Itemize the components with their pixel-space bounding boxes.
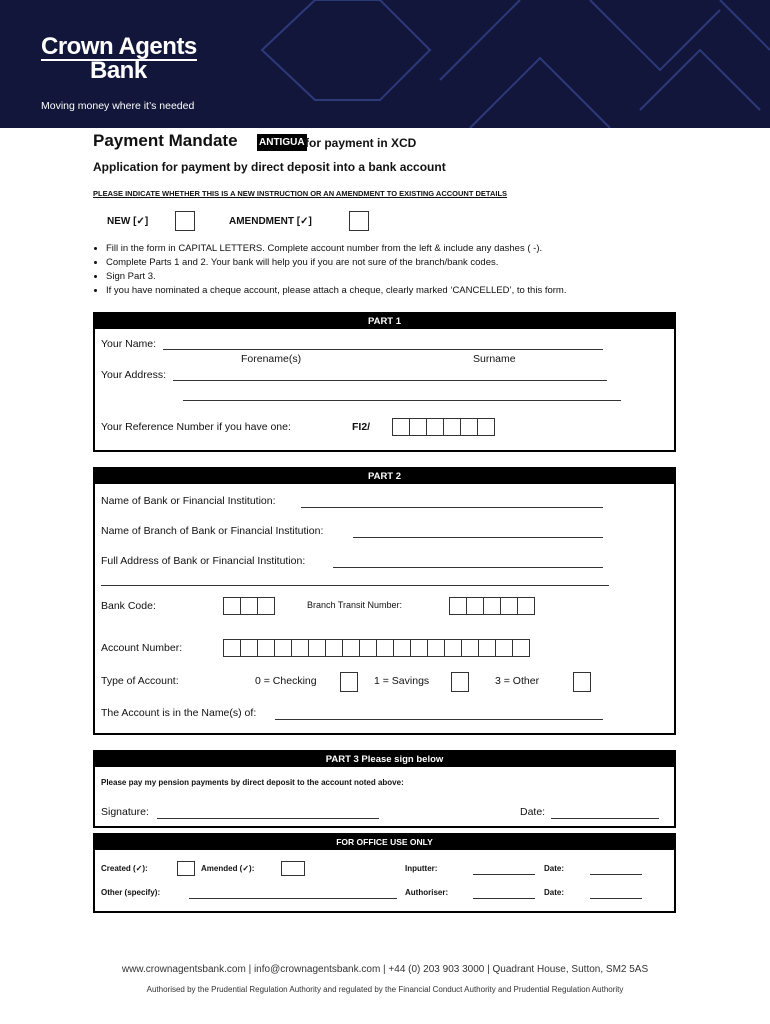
form-title: Payment Mandate <box>93 131 238 150</box>
bank-address-field-line2[interactable] <box>101 585 609 586</box>
indicate-instruction: PLEASE INDICATE WHETHER THIS IS A NEW INSTRUCTION OR AN AMENDMENT TO EXISTING ACCOUNT DETAILS <box>93 189 508 198</box>
bank-name-label: Name of Bank or Financial Institution: <box>101 495 276 507</box>
reference-number-input[interactable] <box>392 418 495 436</box>
other-specify-field[interactable] <box>189 898 397 899</box>
amended-checkbox[interactable] <box>281 861 305 876</box>
account-name-field[interactable] <box>275 719 603 720</box>
office-use-heading: FOR OFFICE USE ONLY <box>95 835 674 850</box>
name-label: Your Name: <box>101 338 157 350</box>
bank-address-field-line1[interactable] <box>333 567 603 568</box>
checking-checkbox[interactable] <box>340 672 358 692</box>
footer-contact: www.crownagentsbank.com | info@crownagentsbank.com | +44 (0) 203 903 3000 | Quadrant House, Sutton, SM2 5AS <box>121 964 649 975</box>
office-use-panel <box>93 833 676 913</box>
address-label: Your Address: <box>101 369 166 381</box>
date-field[interactable] <box>551 818 659 819</box>
instruction-item: • Sign Part 3. <box>106 270 566 284</box>
bank-code-label: Bank Code: <box>101 600 156 612</box>
created-label: Created (✓): <box>101 864 148 873</box>
new-label: NEW [✓] <box>107 216 149 227</box>
account-type-label: Type of Account: <box>101 675 179 687</box>
name-field[interactable] <box>163 349 603 350</box>
footer-regulation: Authorised by the Prudential Regulation Authority and regulated by the Financial Conduct Authority and Prudential Regulation Authority <box>146 985 624 994</box>
account-name-label: The Account is in the Name(s) of: <box>101 707 257 719</box>
instruction-item: • If you have nominated a cheque account, please attach a cheque, clearly marked ‘CANCELLED’, to this form. <box>106 284 566 298</box>
created-checkbox[interactable] <box>177 861 195 876</box>
branch-transit-label: Branch Transit Number: <box>307 600 403 610</box>
other-checkbox[interactable] <box>573 672 591 692</box>
authoriser-field[interactable] <box>473 898 535 899</box>
instruction-item: • Fill in the form in CAPITAL LETTERS. Complete account number from the left & include any dashes ( -). <box>106 242 566 256</box>
signature-field[interactable] <box>157 818 379 819</box>
address-field-line1[interactable] <box>173 380 607 381</box>
reference-label: Your Reference Number if you have one: <box>101 421 291 433</box>
savings-checkbox[interactable] <box>451 672 469 692</box>
forename-label: Forename(s) <box>241 353 302 365</box>
inputter-field[interactable] <box>473 874 535 875</box>
reference-prefix: FI2/ <box>352 421 371 433</box>
account-number-label: Account Number: <box>101 642 183 654</box>
part1-heading: PART 1 <box>95 314 674 329</box>
part3-instruction: Please pay my pension payments by direct deposit to the account noted above: <box>101 778 404 787</box>
instructions-list <box>93 242 566 298</box>
date-label: Date: <box>520 806 546 818</box>
bank-name-field[interactable] <box>301 507 603 508</box>
authoriser-date-field[interactable] <box>590 898 642 899</box>
part1-panel <box>93 312 676 452</box>
address-field-line2[interactable] <box>183 400 621 401</box>
title-suffix: for payment in XCD <box>305 136 417 150</box>
branch-name-label: Name of Branch of Bank or Financial Institution: <box>101 525 324 537</box>
part3-heading: PART 3 Please sign below <box>95 752 674 767</box>
amendment-label: AMENDMENT [✓] <box>229 216 312 227</box>
inputter-date-label: Date: <box>544 864 565 873</box>
part2-heading: PART 2 <box>95 469 674 484</box>
signature-label: Signature: <box>101 806 149 818</box>
authoriser-label: Authoriser: <box>405 888 449 897</box>
part3-panel <box>93 750 676 828</box>
branch-transit-input[interactable] <box>449 597 535 615</box>
part2-panel <box>93 467 676 735</box>
other-specify-label: Other (specify): <box>101 888 161 897</box>
header-banner <box>0 0 770 128</box>
logo-crown-agents: Crown Agents <box>41 33 197 60</box>
tagline: Moving money where it’s needed <box>41 100 195 112</box>
other-label: 3 = Other <box>495 675 540 687</box>
new-checkbox[interactable] <box>175 211 195 231</box>
logo-bank: Bank <box>90 57 147 84</box>
form-subtitle: Application for payment by direct deposit into a bank account <box>93 160 446 174</box>
account-number-input[interactable] <box>223 639 530 657</box>
inputter-date-field[interactable] <box>590 874 642 875</box>
bank-address-label: Full Address of Bank or Financial Institution: <box>101 555 306 567</box>
savings-label: 1 = Savings <box>374 675 430 687</box>
branch-name-field[interactable] <box>353 537 603 538</box>
country-tag: ANTIGUA <box>257 134 307 151</box>
bank-code-input[interactable] <box>223 597 275 615</box>
amended-label: Amended (✓): <box>201 864 255 873</box>
authoriser-date-label: Date: <box>544 888 565 897</box>
checking-label: 0 = Checking <box>255 675 317 687</box>
amendment-checkbox[interactable] <box>349 211 369 231</box>
surname-label: Surname <box>473 353 516 365</box>
instruction-item: • Complete Parts 1 and 2. Your bank will help you if you are not sure of the branch/bank codes. <box>106 256 566 270</box>
inputter-label: Inputter: <box>405 864 438 873</box>
